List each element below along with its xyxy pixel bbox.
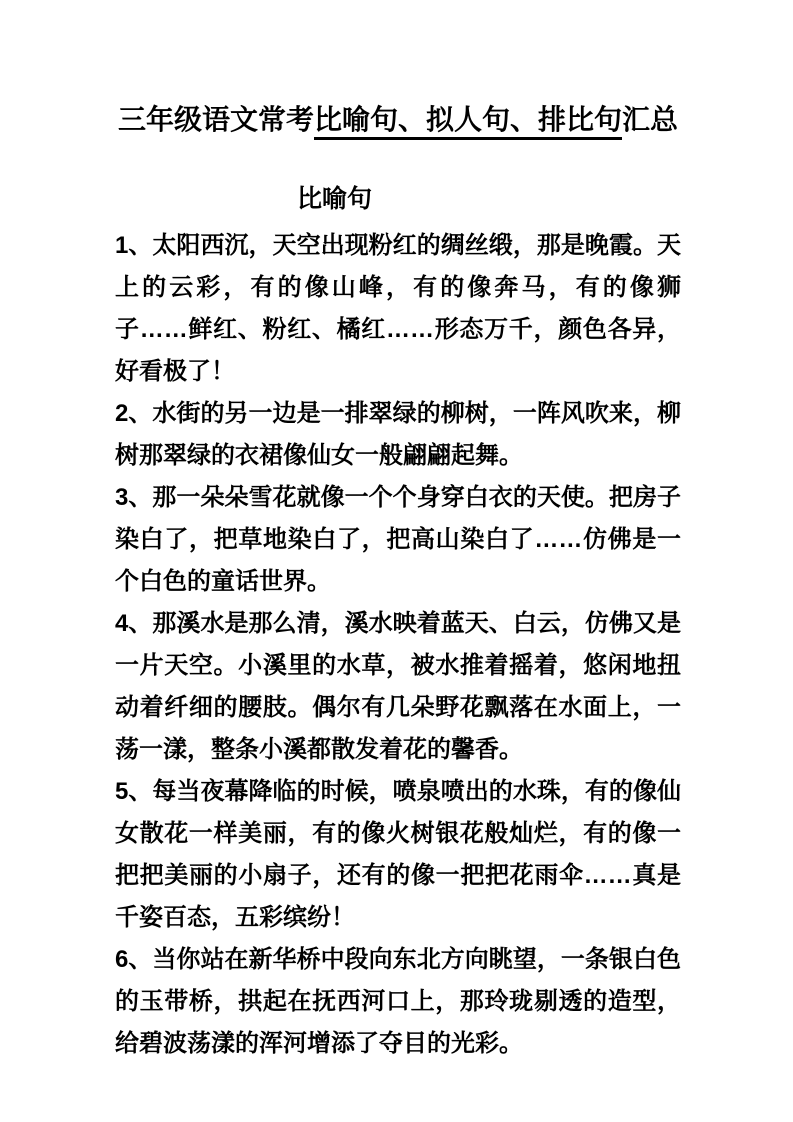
section-heading-biyuju: 比喻句 xyxy=(297,185,373,213)
sentence-number: 1、 xyxy=(115,232,153,259)
sentence-text: 水街的另一边是一排翠绿的柳树，一阵风吹来，柳树那翠绿的衣裙像仙女一般翩翩起舞。 xyxy=(115,400,681,469)
document-title xyxy=(115,100,681,140)
sentence-text: 那溪水是那么清，溪水映着蓝天、白云，仿佛又是一片天空。小溪里的水草，被水推着摇着，悠闲地扭动着纤细的腰肢。偶尔有几朵野花飘落在水面上，一荡一漾，整条小溪都散发着花的馨香。 xyxy=(115,610,681,763)
sentence-list xyxy=(115,225,681,1065)
sentence-number: 3、 xyxy=(115,484,153,511)
sentence-item-1 xyxy=(115,225,681,393)
sentence-item-3 xyxy=(115,477,681,603)
title-prefix: 三年级语文常考 xyxy=(117,104,314,135)
sentence-text: 那一朵朵雪花就像一个个身穿白衣的天使。把房子染白了，把草地染白了，把高山染白了……仿佛是一个白色的童话世界。 xyxy=(115,484,681,595)
sentence-number: 2、 xyxy=(115,400,153,427)
sentence-item-6 xyxy=(115,939,681,1065)
sentence-number: 6、 xyxy=(115,946,153,973)
sentence-item-2 xyxy=(115,393,681,477)
sentence-number: 4、 xyxy=(115,610,153,637)
sentence-text: 当你站在新华桥中段向东北方向眺望，一条银白色的玉带桥，拱起在抚西河口上，那玲珑剔透的造型，给碧波荡漾的浑河增添了夺目的光彩。 xyxy=(115,946,681,1057)
title-underlined-keywords: 比喻句、拟人句、排比句 xyxy=(314,104,622,140)
sentence-number: 5、 xyxy=(115,778,153,805)
sentence-item-4 xyxy=(115,603,681,771)
sentence-item-5 xyxy=(115,771,681,939)
sentence-text: 每当夜幕降临的时候，喷泉喷出的水珠，有的像仙女散花一样美丽，有的像火树银花般灿烂，有的像一把把美丽的小扇子，还有的像一把把花雨伞……真是千姿百态，五彩缤纷！ xyxy=(115,778,681,931)
title-suffix: 汇总 xyxy=(622,104,679,135)
sentence-text: 太阳西沉，天空出现粉红的绸丝缎，那是晚霞。天上的云彩，有的像山峰，有的像奔马，有的像狮子……鲜红、粉红、橘红……形态万千，颜色各异，好看极了！ xyxy=(115,232,681,385)
